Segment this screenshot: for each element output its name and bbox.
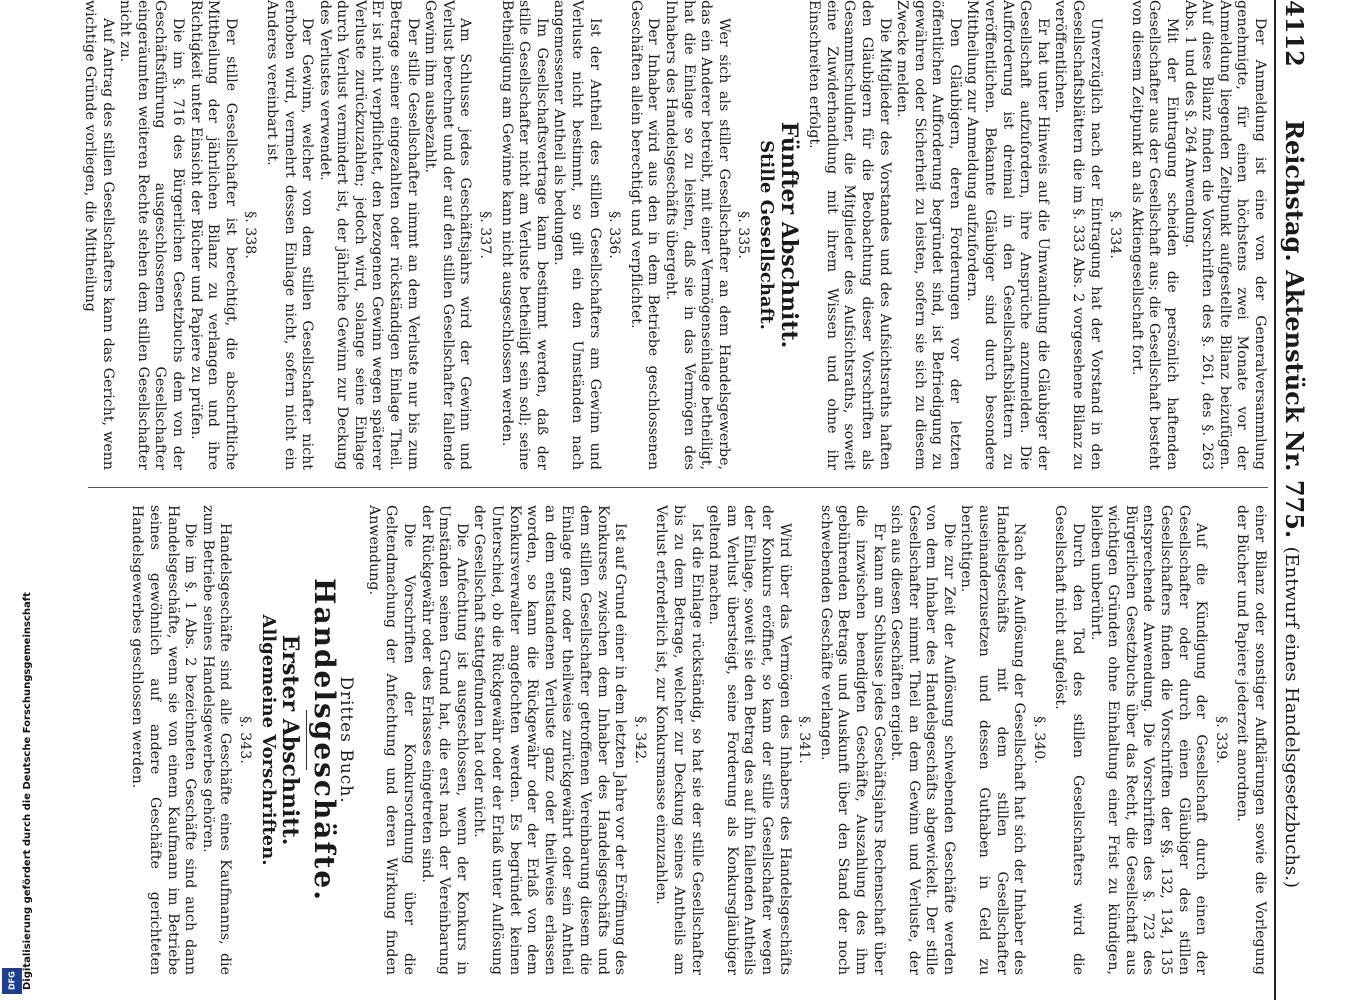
section-heading: Erster Abschnitt. — [277, 634, 304, 846]
page-subtitle: (Entwurf eines Handelsgesetzbuchs.) — [1281, 546, 1302, 888]
book-title: Handelsgeschäfte. — [307, 578, 341, 902]
paragraph: Mit der Eintragung scheiden die persönlich haftenden Gesellschafter aus der Gesellschaft aus; die Gesellschaft besteht von diesem Zeitpunkt an als Aktiengesellschaft fort. — [1128, 0, 1181, 470]
paragraph: Der stille Gesellschafter nimmt an dem Verluste nur bis zum Betrage seiner eingezahlten oder rückständigen Einlage Theil. Er ist nicht verpflichtet, den bezogenen Gewinn wegen späterer Verluste zurückzuzahlen; jedoch wird, solange seine Einlage durch Verlust vermindert ist, der jährliche Gewinn zur Deckung des Verlustes verwendet. — [316, 0, 421, 470]
paragraph: Durch den Tod des stillen Gesellschafters wird die Gesellschaft nicht aufgelöst. — [1052, 505, 1087, 975]
paragraph: Den Gläubigern, deren Forderungen vor der letzten öffentlichen Aufforderung begründet sind, ist Befriedigung zu gewähren oder Sicherheit zu leisten, sofern sie sich zu diesem Zwecke melden. — [894, 0, 963, 470]
paragraph: Im Gesellschaftsvertrage kann bestimmt werden, daß der stille Gesellschafter nicht am Verluste betheiligt sein soll; seine Betheiligung am Gewinne kann nicht ausgeschlossen werden. — [498, 0, 550, 470]
paragraph: Der stille Gesellschafter ist berechtigt, die abschriftliche Mittheilung der jährlichen Bilanz zu verlangen und ihre Richtigkeit unter Einsicht der Bücher und Papiere zu prüfen. — [187, 0, 239, 470]
section-number: §. 336. — [606, 211, 623, 259]
paragraph: Ist auf Grund einer in dem letzten Jahre vor der Eröffnung des Konkurses zwischen dem Inhaber des Handelsgeschäfts und dem stillen Gesellschafter getroffenen Vereinbarung diesem die Einlage ganz oder theilweise zurückgewährt oder sein Antheil an dem entstandenen Verluste ganz oder theilweise erlassen worden, so kann die Rückgewähr oder der Erlaß von dem Konkursverwalter angefochten werden. Es begründet keinen Unterschied, ob die Rückgewähr oder der Erlaß unter Auflösung der Gesellschaft stattgefunden hat oder nicht. — [471, 505, 629, 975]
right-column — [128, 505, 1268, 975]
dfg-logo: DFG — [2, 968, 22, 994]
section-number: §. 335. — [735, 211, 752, 259]
paragraph: Ist die Einlage rückständig, so hat sie der stille Gesellschafter bis zu dem Betrage, welcher zur Deckung seines Antheils am Verlust erforderlich ist, zur Konkursmasse einzuzahlen. — [653, 505, 705, 975]
section-number: §. 334. — [1107, 211, 1124, 259]
title-text: Reichstag. Aktenstück Nr. 775. — [1280, 120, 1309, 539]
document-page — [80, 0, 1320, 1000]
left-column — [80, 0, 1268, 470]
page-title — [1280, 80, 1309, 1000]
paragraph: Die Vorschriften der Konkursordnung über die Geltendmachung der Anfechtung und deren Wirkung finden Anwendung. — [365, 505, 418, 975]
section-number: §. 338. — [242, 211, 259, 259]
paragraph: Die im §. 1 Abs. 2 bezeichneten Geschäfte sind auch dann Handelsgeschäfte, wenn sie von einem Kaufmann im Betriebe seines gewöhnlich auf andere Geschäfte gerichteten Handelsgewerbes geschlossen werden. — [129, 505, 199, 975]
paragraph: Der Anmeldung ist eine von der Generalversammlung genehmigte, für einen höchstens zwei Monate vor der Anmeldung liegenden Zeitpunkt aufgestellte Bilanz beizufügen. Auf diese Bilanz finden die Vorschriften des §. 261, des §. 263 Abs. 1 und des §. 264 Anwendung. — [1181, 0, 1268, 470]
section-number: §. 340. — [1030, 716, 1047, 764]
paragraph: Er kann am Schlusse jedes Geschäftsjahrs Rechenschaft über die inzwischen beendigten Geschäfte, Auszahlung des ihm gebührenden Betrags und Auskunft über den Stand der noch schwebenden Geschäfte verlangen. — [817, 505, 887, 975]
paragraph: Ist der Antheil des stillen Gesellschafters am Gewinn und Verluste nicht bestimmt, so gilt ein den Umständen nach angemessener Antheil als bedungen. — [551, 0, 603, 470]
paragraph: Handelsgeschäfte sind alle Geschäfte eines Kaufmanns, die zum Betriebe seines Handelsgewerbes gehören. — [199, 505, 234, 975]
paragraph: Er hat unter Hinweis auf die Umwandlung die Gläubiger der Gesellschaft aufzufordern, ihre Ansprüche anzumelden. Die Aufforderung ist dreimal in den Gesellschaftsblättern zu veröffentlichen. Bekannte Gläubiger sind durch besondere Mittheilung zur Anmeldung aufzufordern. — [964, 0, 1051, 470]
paragraph: Nach der Auflösung der Gesellschaft hat sich der Inhaber des Handelsgeschäfts mit dem stillen Gesellschafter auseinanderzusetzen und dessen Guthaben in Geld zu berichtigen. — [958, 505, 1028, 975]
paragraph: Auf die Kündigung der Gesellschaft durch einen der Gesellschafter oder durch einen Gläubiger des stillen Gesellschafters finden die Vorschriften der §§. 132, 134, 135 entsprechende Anwendung. Die Vorschriften des §. 723 des Bürgerlichen Gesetzbuchs über das Recht, die Gesellschaft aus wichtigen Gründen ohne Einhaltung einer Frist zu kündigen, bleiben unberührt. — [1087, 505, 1210, 975]
header-rule — [1274, 0, 1276, 1000]
digitization-sidebar — [0, 0, 33, 1000]
section-heading: Fünfter Abschnitt. — [775, 121, 802, 349]
paragraph: Die zur Zeit der Auflösung schwebenden Geschäfte werden von dem Inhaber des Handelsgeschäfts abgewickelt. Der stille Gesellschafter nimmt Theil an dem Gewinn und Verluste, der sich aus diesen Geschäften ergiebt. — [888, 505, 957, 975]
section-number: §. 339. — [1212, 716, 1229, 764]
book-heading: Drittes Buch. — [336, 676, 357, 804]
paragraph: Die Anfechtung ist ausgeschlossen, wenn der Konkurs in Umständen seinen Grund hat, die erst nach der Vereinbarung der Rückgewähr oder des Erlasses eingetreten sind. — [418, 505, 470, 975]
heading-divider — [306, 710, 307, 770]
paragraph: Der Inhaber wird aus den in dem Betriebe geschlossenen Geschäften allein berechtigt und verpflichtet. — [627, 0, 662, 470]
column-divider — [88, 487, 1268, 488]
page-header — [1280, 0, 1320, 1000]
paragraph: Die Mitglieder des Vorstandes und des Aufsichtsraths haften den Gläubigern für die Beobachtung dieser Vorschriften als Gesammtschuldner, die Mitglieder des Aufsichtsraths, soweit eine Zuwiderhandlung mit ihrem Wissen und ohne ihr Einschreiten erfolgt. — [806, 0, 893, 470]
paragraph: Unverzüglich nach der Eintragung hat der Vorstand in den Gesellschaftsblättern die im §. 333 Abs. 2 vorgesehene Bilanz zu veröffentlichen. — [1052, 0, 1104, 470]
paragraph: Wer sich als stiller Gesellschafter an dem Handelsgewerbe, das ein Anderer betreibt, mit einer Vermögenseinlage betheiligt, hat die Einlage so zu leisten, daß sie in das Vermögen des Inhabers des Handelsgeschäfts übergeht. — [663, 0, 732, 470]
paragraph: Am Schlusse jedes Geschäftsjahrs wird der Gewinn und Verlust berechnet und der auf den stillen Gesellschafter fallende Gewinn ihm ausbezahlt. — [422, 0, 474, 470]
digitization-credit: Digitalisierung gefördert durch die Deutsche Forschungsgemeinschaft — [22, 592, 33, 990]
paragraph: Auf Antrag des stillen Gesellschafters kann das Gericht, wenn wichtige Gründe vorliegen, die Mittheilung — [82, 0, 116, 470]
paragraph: Der Gewinn, welcher von dem stillen Gesellschafter nicht erhoben wird, vermehrt dessen Einlage nicht, sofern nicht ein Anderes vereinbart ist. — [263, 0, 316, 470]
section-number: §. 343. — [236, 716, 253, 764]
paragraph: einer Bilanz oder sonstiger Aufklärungen sowie die Vorlegung der Bücher und Papiere jederzeit anordnen. — [1234, 505, 1268, 975]
paragraph: Wird über das Vermögen des Inhabers des Handelsgeschäfts der Konkurs eröffnet, so kann der stille Gesellschafter wegen der Einlage, soweit sie den Betrag des auf ihn fallenden Antheils am Verlust übersteigt, seine Forderung als Konkursgläubiger geltend machen. — [706, 505, 793, 975]
page-number: 4112 — [1280, 0, 1309, 67]
section-number: §. 341. — [796, 716, 813, 764]
section-subheading: Stille Gesellschaft. — [755, 140, 777, 330]
section-number: §. 337. — [477, 211, 494, 259]
section-number: §. 342. — [631, 716, 648, 764]
paragraph: Die im §. 716 des Bürgerlichen Gesetzbuchs dem von der Geschäftsführung ausgeschlossenen Gesellschafter eingeräumten weiteren Rechte stehen dem stillen Gesellschafter nicht zu. — [117, 0, 186, 470]
section-subheading: Allgemeine Vorschriften. — [257, 614, 279, 866]
